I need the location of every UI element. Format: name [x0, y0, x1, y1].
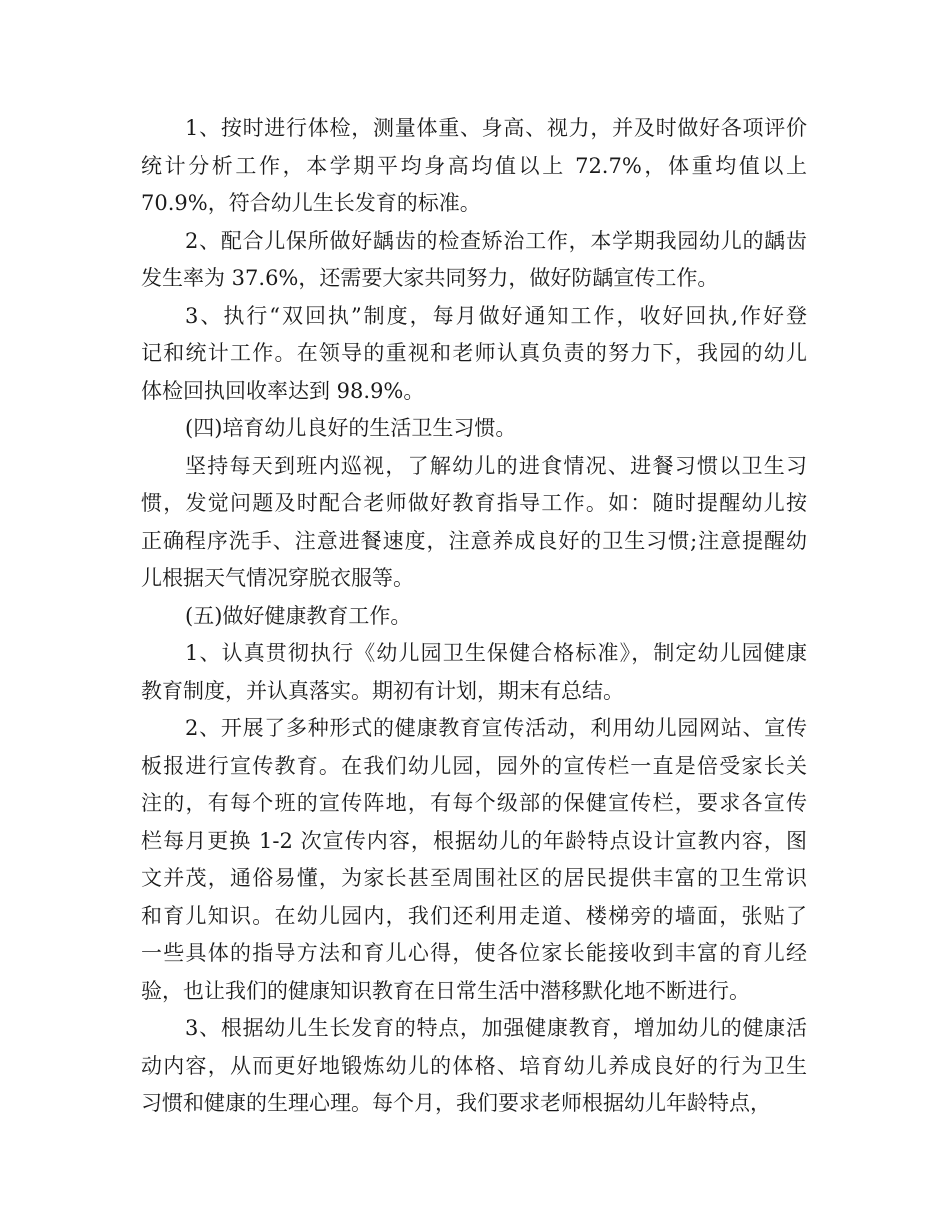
- text-line: 1、按时进行体检，测量体重、身高、视力，并及时做好各项评价: [185, 116, 807, 140]
- document-body: [141, 110, 807, 1123]
- paragraph: [141, 710, 807, 1010]
- text-line: 正确程序洗手、注意进餐速度，注意养成良好的卫生习惯;注意提醒幼: [141, 528, 807, 553]
- text-line: 3、执行“双回执”制度，每月做好通知工作，收好回执,作好登: [185, 303, 807, 328]
- text-line: 栏每月更换 1-2 次宣传内容，根据幼儿的年龄特点设计宣教内容，图: [141, 828, 807, 853]
- paragraph: [141, 223, 807, 298]
- paragraph: [141, 410, 807, 448]
- text-line: 发生率为 37.6%，还需要大家共同努力，做好防龋宣传工作。: [141, 266, 719, 290]
- text-line: 统计分析工作，本学期平均身高均值以上 72.7%，体重均值以上: [141, 153, 807, 178]
- text-line: 2、开展了多种形式的健康教育宣传活动，利用幼儿园网站、宣传: [185, 716, 807, 740]
- text-line: (四)培育幼儿良好的生活卫生习惯。: [185, 416, 517, 440]
- text-line: 验，也让我们的健康知识教育在日常生活中潜移默化地不断进行。: [141, 978, 750, 1003]
- text-line: 2、配合儿保所做好龋齿的检查矫治工作，本学期我园幼儿的龋齿: [185, 228, 807, 253]
- text-line: 儿根据天气情况穿脱衣服等。: [141, 566, 414, 590]
- paragraph: [141, 598, 807, 636]
- paragraph: [141, 635, 807, 710]
- text-line: 70.9%，符合幼儿生长发育的标准。: [141, 191, 481, 215]
- text-line: (五)做好健康教育工作。: [185, 603, 412, 628]
- text-line: 板报进行宣传教育。在我们幼儿园，园外的宣传栏一直是倍受家长关: [141, 753, 807, 778]
- text-line: 1、认真贯彻执行《幼儿园卫生保健合格标准》，制定幼儿园健康: [185, 641, 807, 665]
- text-line: 记和统计工作。在领导的重视和老师认真负责的努力下，我园的幼儿: [141, 341, 807, 365]
- text-line: 文并茂，通俗易懂，为家长甚至周围社区的居民提供丰富的卫生常识: [141, 866, 807, 890]
- paragraph: [141, 298, 807, 411]
- paragraph: [141, 448, 807, 598]
- text-line: 3、根据幼儿生长发育的特点，加强健康教育，增加幼儿的健康活: [185, 1016, 807, 1040]
- text-line: 动内容，从而更好地锻炼幼儿的体格、培育幼儿养成良好的行为卫生: [141, 1053, 807, 1078]
- paragraph: [141, 1010, 807, 1123]
- text-line: 惯，发觉问题及时配合老师做好教育指导工作。如：随时提醒幼儿按: [141, 491, 807, 515]
- text-line: 体检回执回收率达到 98.9%。: [141, 378, 425, 403]
- text-line: 坚持每天到班内巡视，了解幼儿的进食情况、进餐习惯以卫生习: [185, 453, 807, 478]
- text-line: 习惯和健康的生理心理。每个月，我们要求老师根据幼儿年龄特点，: [141, 1091, 771, 1115]
- text-line: 一些具体的指导方法和育儿心得，使各位家长能接收到丰富的育儿经: [141, 941, 807, 965]
- paragraph: [141, 110, 807, 223]
- text-line: 和育儿知识。在幼儿园内，我们还利用走道、楼梯旁的墙面，张贴了: [141, 903, 807, 928]
- text-line: 注的，有每个班的宣传阵地，有每个级部的保健宣传栏，要求各宣传: [141, 791, 807, 815]
- text-line: 教育制度，并认真落实。期初有计划，期末有总结。: [141, 678, 624, 703]
